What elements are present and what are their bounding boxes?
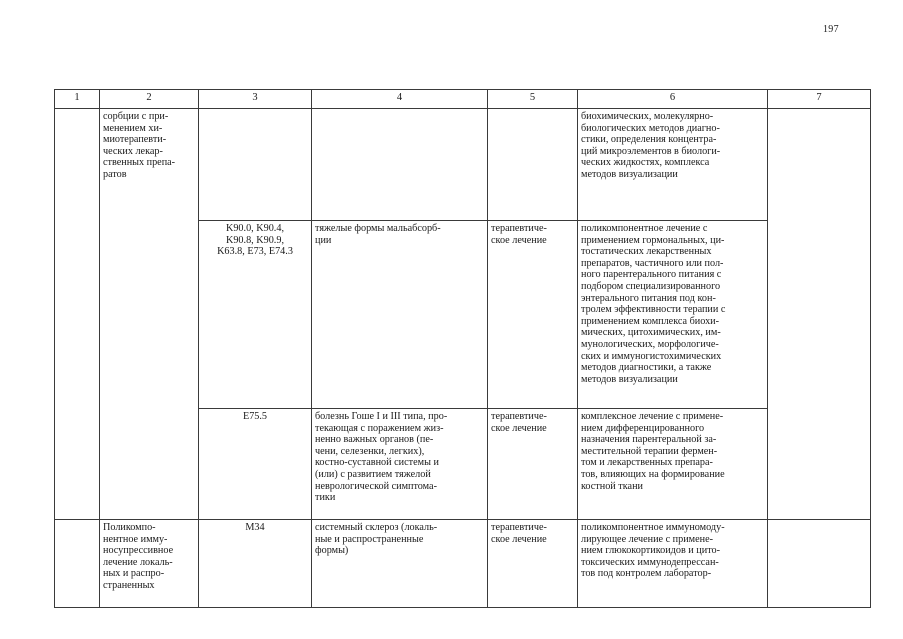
cell-text-line: (или) с развитием тяжелой (315, 468, 431, 480)
cell-text-line: M34 (245, 522, 265, 533)
header-col-3: 3 (199, 90, 312, 109)
treatment-method-cell (578, 109, 768, 221)
cell-text-line: ское лечение (491, 533, 547, 545)
cell-text-line: нентное имму- (103, 533, 168, 545)
cell-text-line: тов, влияющих на формирование (581, 468, 725, 480)
cell-text-line: тролем эффективности терапии с (581, 304, 726, 316)
treatment-type-cell (100, 520, 199, 608)
cell-text-line: ственных препа- (103, 157, 176, 169)
cell-text-line: K90.8, K90.9, (225, 234, 284, 246)
cell-text-line: лечение локаль- (103, 556, 173, 568)
cell-text-line: неврологической симптома- (315, 480, 437, 492)
treatment-type-cell (100, 109, 199, 520)
cell-text-line: менением хи- (103, 122, 163, 134)
cell-text-line: K63.8, E73, E74.3 (217, 246, 293, 258)
cell-text-line: методов диагностики, а также (581, 362, 712, 374)
treatment-kind-cell (488, 520, 578, 608)
header-col-2: 2 (100, 90, 199, 109)
cell-text-line: мунологических, морфологиче- (581, 338, 719, 350)
header-col-4: 4 (312, 90, 488, 109)
header-col-5: 5 (488, 90, 578, 109)
header-row (55, 90, 871, 109)
treatment-method-cell (578, 409, 768, 520)
cell-text-line: нием глюкокортикоидов и цито- (581, 545, 721, 557)
cell-text-line: подбором специализированного (581, 280, 721, 292)
treatment-method-cell (578, 520, 768, 608)
cell-text-line: мических, цитохимических, им- (581, 327, 721, 339)
cell-text-line: лирующее лечение с примене- (581, 533, 714, 545)
cell-text-line: системный склероз (локаль- (315, 522, 438, 533)
cell-text-line: поликомпонентное иммуномоду- (581, 522, 725, 533)
page-number: 197 (823, 24, 839, 35)
cell-text-line: применением комплекса биохи- (581, 315, 720, 327)
cell-text-line: чени, селезенки, легких), (315, 445, 425, 457)
cell-text-line: нием дифференцированного (581, 422, 705, 434)
header-col-6: 6 (578, 90, 768, 109)
cell-text-line: терапевтиче- (491, 411, 547, 422)
cell-text-line: тяжелые формы мальабсорб- (315, 223, 441, 234)
treatment-method-cell (578, 221, 768, 409)
disease-model-cell (312, 409, 488, 520)
icd-codes-cell (199, 409, 312, 520)
disease-model-cell (312, 520, 488, 608)
cell-text-line: тов под контролем лаборатор- (581, 568, 712, 580)
cell-text-line: терапевтиче- (491, 522, 547, 533)
cell-text-line: формы) (315, 545, 349, 557)
cell-text-line: костно-суставной системы и (315, 457, 439, 469)
cell-text-line: комплексное лечение с примене- (581, 411, 724, 422)
cell-text-line: K90.0, K90.4, (225, 223, 284, 234)
cell-text-line: ское лечение (491, 234, 547, 246)
cell-text-line: биологических методов диагно- (581, 122, 720, 134)
table-row (55, 109, 871, 221)
icd-codes-cell (199, 109, 312, 221)
cell-text-line: ненно важных органов (пе- (315, 434, 434, 446)
cell-text-line: токсических иммунодепрессан- (581, 556, 719, 568)
cell-text-line: поликомпонентное лечение с (581, 223, 708, 234)
cost-cell (768, 520, 871, 608)
cell-text-line: ные и распространенные (315, 533, 424, 545)
cell-text-line: E75.5 (242, 411, 268, 422)
medical-care-table (54, 89, 871, 608)
treatment-kind-cell (488, 221, 578, 409)
treatment-kind-cell (488, 109, 578, 221)
cell-text-line: ного парентерального питания с (581, 269, 722, 281)
cell-text-line: костной ткани (581, 480, 643, 492)
cell-text-line: ций микроэлементов в биологи- (581, 145, 721, 157)
cell-text-line: биохимических, молекулярно- (581, 111, 714, 122)
header-col-7: 7 (768, 90, 871, 109)
cell-text-line: миотерапевти- (103, 134, 167, 146)
cell-text-line: методов визуализации (581, 168, 678, 180)
cell-text-line: носупрессивное (103, 545, 174, 557)
cell-text-line: тики (315, 492, 336, 504)
icd-codes-cell (199, 221, 312, 409)
cell-text-line: том и лекарственных препара- (581, 457, 713, 469)
cell-text-line: ских и иммуногистохимических (581, 350, 722, 362)
row-number-cell (55, 520, 100, 608)
cell-text-line: текающая с поражением жиз- (315, 422, 444, 434)
cell-text-line: терапевтиче- (491, 223, 547, 234)
icd-codes-cell (199, 520, 312, 608)
disease-model-cell (312, 109, 488, 221)
row-number-cell (55, 109, 100, 520)
disease-model-cell (312, 221, 488, 409)
cell-text-line: применением гормональных, ци- (581, 234, 725, 246)
header-col-1: 1 (55, 90, 100, 109)
cell-text-line: Поликомпо- (103, 522, 156, 533)
cell-text-line: ческих лекар- (103, 145, 163, 157)
cell-text-line: ных и распро- (103, 568, 165, 580)
table-row (55, 520, 871, 608)
cost-cell (768, 109, 871, 520)
cell-text-line: тостатических лекарственных (581, 246, 712, 258)
cell-text-line: ческих жидкостях, комплекса (581, 157, 710, 169)
cell-text-line: ское лечение (491, 422, 547, 434)
cell-text-line: методов визуализации (581, 373, 678, 385)
cell-text-line: местительной терапии фермен- (581, 445, 718, 457)
cell-text-line: ции (315, 234, 332, 246)
cell-text-line: ратов (103, 168, 127, 180)
cell-text-line: сорбции с при- (103, 111, 169, 122)
cell-text-line: энтерального питания под кон- (581, 292, 716, 304)
cell-text-line: страненных (103, 579, 155, 591)
cell-text-line: препаратов, частичного или пол- (581, 257, 724, 269)
cell-text-line: назначения парентеральной за- (581, 434, 717, 446)
cell-text-line: стики, определения концентра- (581, 134, 717, 146)
treatment-kind-cell (488, 409, 578, 520)
cell-text-line: болезнь Гоше I и III типа, про- (315, 411, 448, 422)
